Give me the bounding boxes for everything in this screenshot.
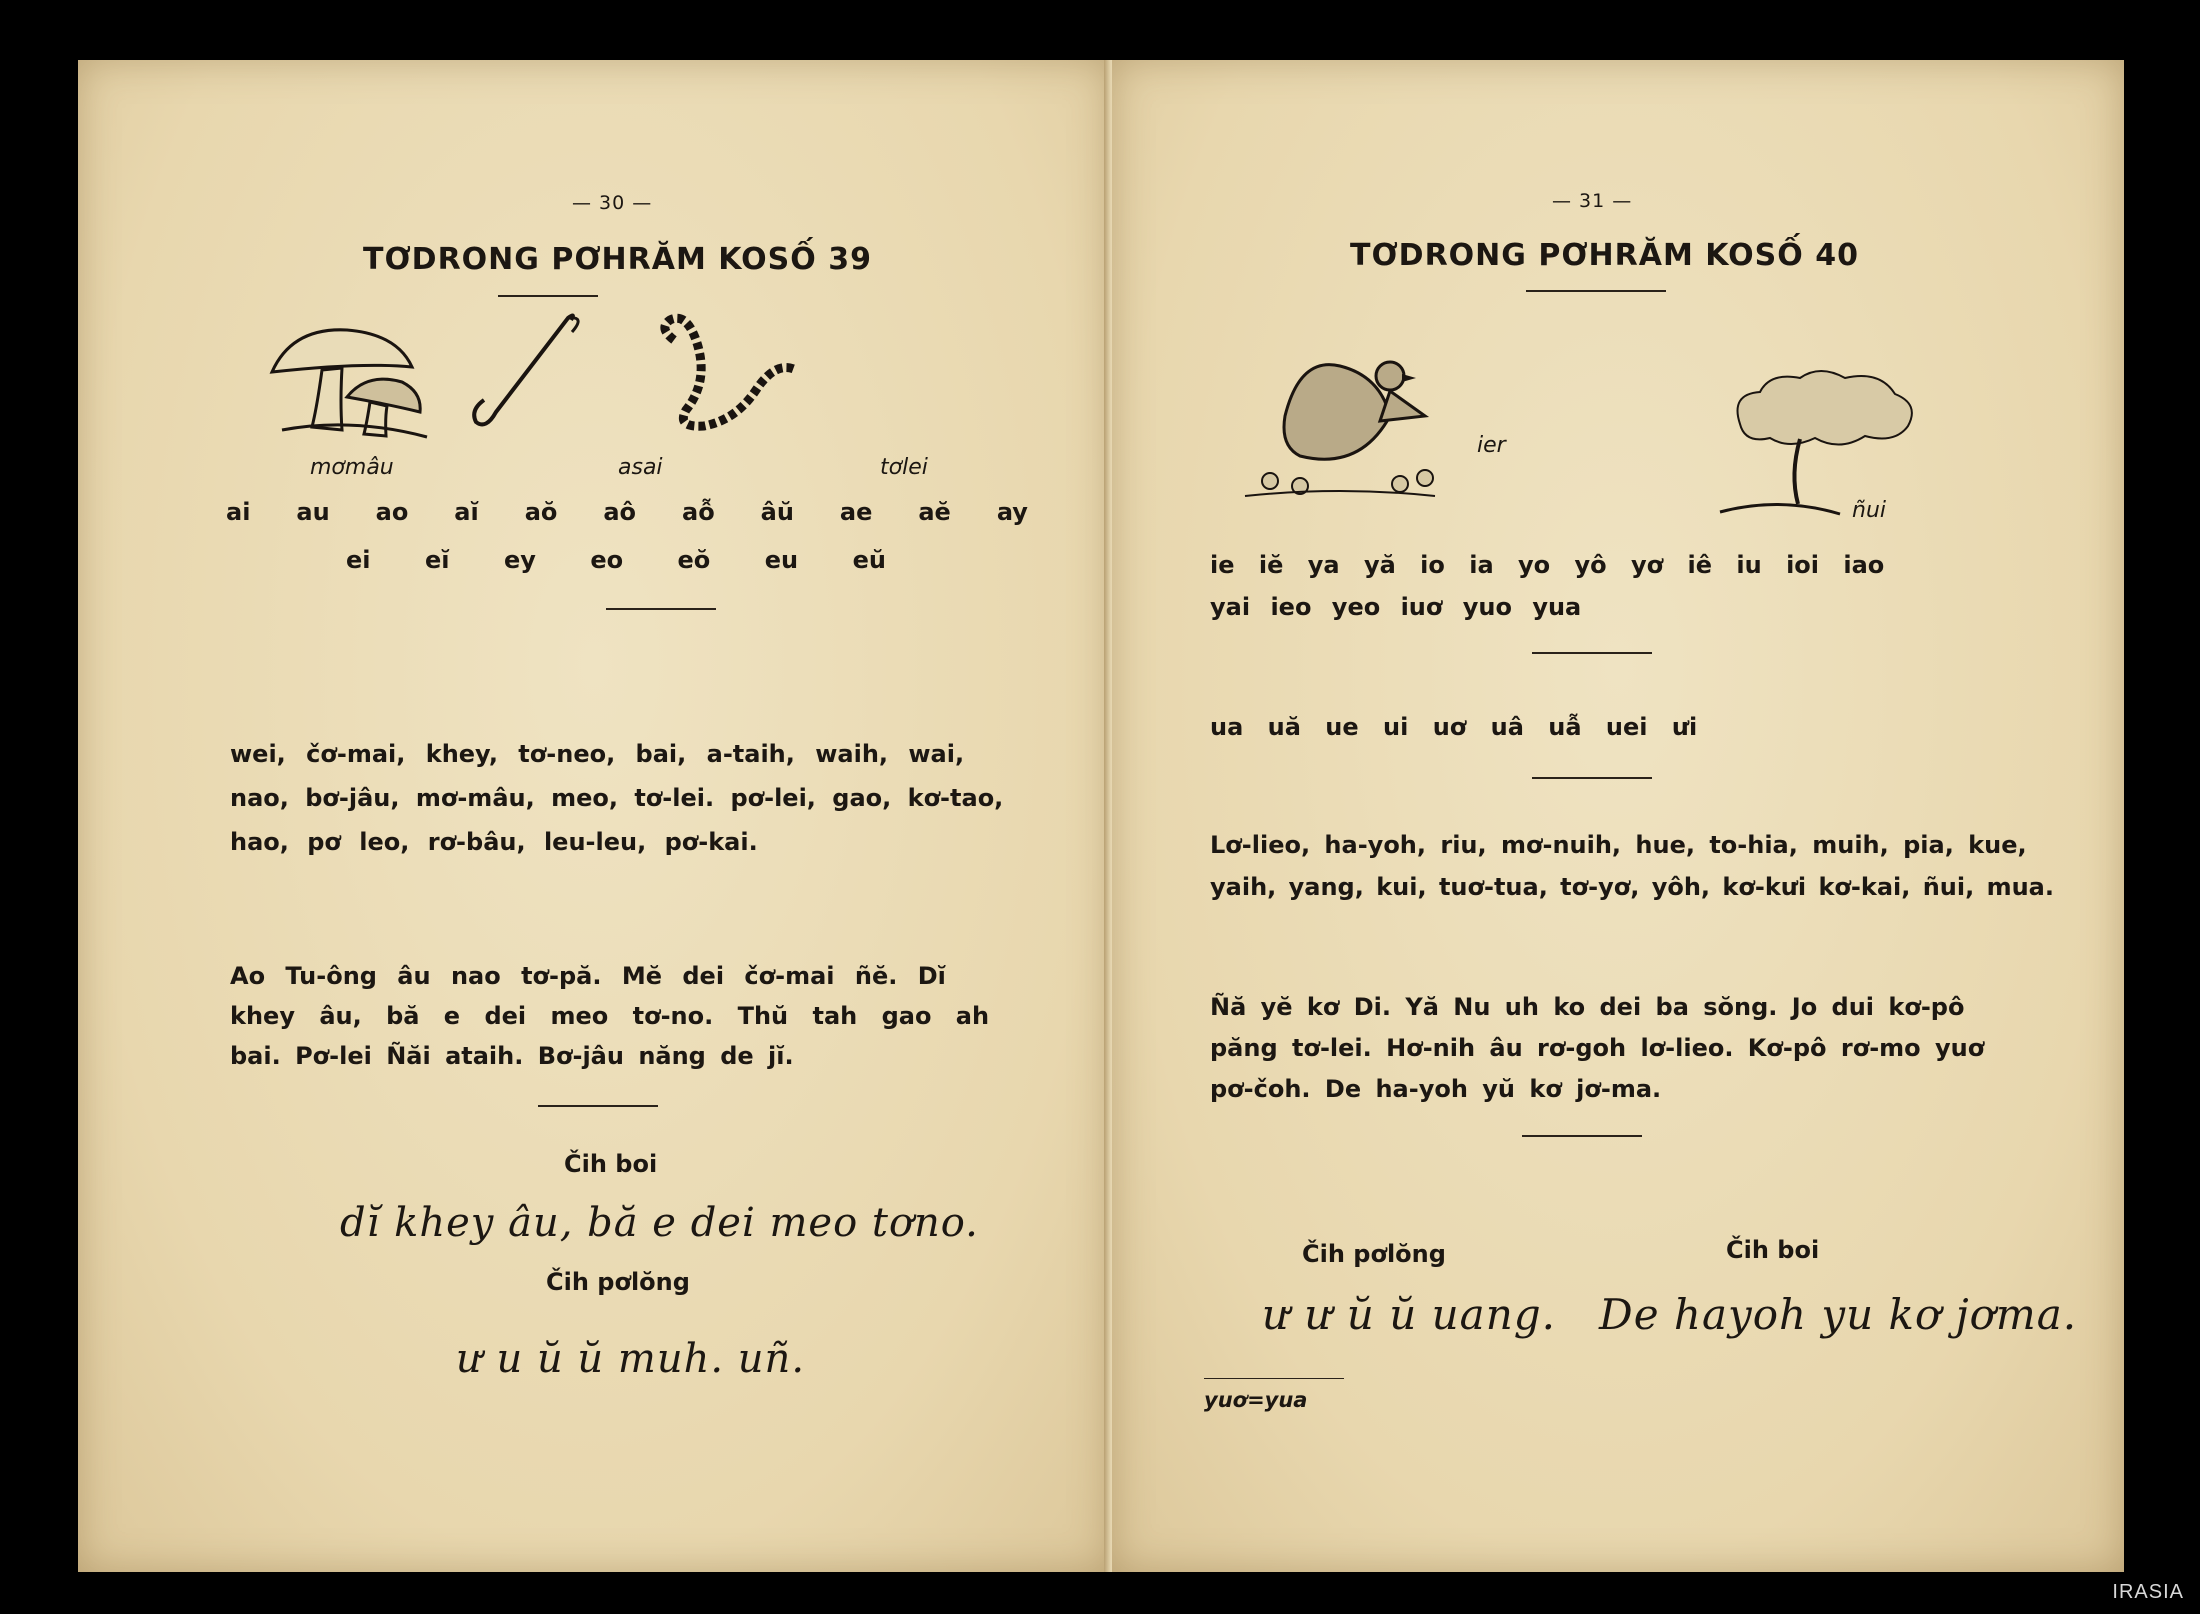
vowel: yai bbox=[1210, 593, 1251, 621]
sentence-line: Ñă yĕ kơ Di. Yă Nu uh ko dei ba sŏng. Jo dui kơ-pô bbox=[1210, 993, 1965, 1021]
vowel: eu bbox=[764, 546, 799, 574]
watermark: IRASIA bbox=[2112, 1581, 2184, 1603]
vowel: ioi bbox=[1786, 551, 1820, 579]
lesson-title: TƠDRONG PƠHRĂM KOSỐ 40 bbox=[1350, 238, 1859, 273]
word-line: wei, čơ-mai, khey, tơ-neo, bai, a-taih, waih, wai, bbox=[230, 740, 965, 768]
picture-label-smoke: ñui bbox=[1852, 498, 1886, 523]
cih-boi-label: Čih boi bbox=[1726, 1236, 1820, 1264]
vowel: io bbox=[1420, 551, 1445, 579]
vowel: aĕ bbox=[918, 498, 951, 526]
vowel: yua bbox=[1532, 593, 1582, 621]
word-line: yaih, yang, kui, tuơ-tua, tơ-yơ, yôh, kơ-kưi kơ-kai, ñui, mua. bbox=[1210, 873, 2054, 901]
section-rule bbox=[1532, 652, 1652, 654]
hen-with-chicks-illustration bbox=[1240, 296, 1440, 516]
vowel: uâ bbox=[1490, 713, 1524, 741]
vowel: ai bbox=[226, 498, 251, 526]
section-rule bbox=[1532, 777, 1652, 779]
page-number: — 31 — bbox=[1552, 190, 1633, 212]
sentence-line: păng tơ-lei. Hơ-nih âu rơ-goh lơ-lieo. Kơ-pô rơ-mo yuơ bbox=[1210, 1034, 1985, 1062]
vowel: aỗ bbox=[682, 498, 715, 526]
vowel: ae bbox=[839, 498, 873, 526]
cursive-line: ư u ŭ ŭ muh. uñ. bbox=[456, 1336, 806, 1382]
cih-boi-label: Čih boi bbox=[564, 1150, 658, 1178]
vowel-line bbox=[1210, 551, 1884, 579]
vowel: ia bbox=[1469, 551, 1494, 579]
cih-polong-label: Čih pơlŏng bbox=[1302, 1240, 1446, 1268]
left-page bbox=[78, 60, 1110, 1572]
picture-label-hen: ier bbox=[1477, 433, 1506, 458]
word-line: hao, pơ leo, rơ-bâu, leu-leu, pơ-kai. bbox=[230, 828, 758, 856]
vowel-row bbox=[346, 546, 886, 574]
vowel: eo bbox=[590, 546, 624, 574]
vowel: ue bbox=[1325, 713, 1359, 741]
section-rule bbox=[606, 608, 716, 610]
vowel: au bbox=[296, 498, 330, 526]
vowel: ui bbox=[1383, 713, 1409, 741]
vowel: ao bbox=[375, 498, 409, 526]
word-line: Lơ-lieo, ha-yoh, riu, mơ-nuih, hue, to-hia, muih, pia, kue, bbox=[1210, 831, 2027, 859]
title-rule bbox=[498, 295, 598, 297]
hook-illustration bbox=[476, 312, 596, 442]
mushroom-illustration bbox=[262, 322, 442, 452]
sentence-line: khey âu, bă e dei meo tơ-no. Thŭ tah gao ah bbox=[230, 1002, 990, 1030]
vowel: ưi bbox=[1671, 713, 1698, 741]
section-rule bbox=[1522, 1135, 1642, 1137]
vowel: yơ bbox=[1631, 551, 1664, 579]
vowel: yă bbox=[1363, 551, 1396, 579]
vowel-row bbox=[226, 498, 1028, 526]
section-rule bbox=[538, 1105, 658, 1107]
vowel: ei bbox=[346, 546, 371, 574]
vowel-line bbox=[1210, 713, 1697, 741]
title-rule bbox=[1526, 290, 1666, 292]
vowel: eŭ bbox=[852, 546, 886, 574]
vowel: iĕ bbox=[1258, 551, 1284, 579]
vowel: yuo bbox=[1462, 593, 1512, 621]
cih-polong-label: Čih pơlŏng bbox=[546, 1268, 690, 1296]
rope-illustration bbox=[656, 310, 806, 440]
vowel: uơ bbox=[1432, 713, 1467, 741]
vowel: aŏ bbox=[524, 498, 558, 526]
vowel: uẫ bbox=[1548, 713, 1582, 741]
vowel: yeo bbox=[1331, 593, 1381, 621]
vowel: eĭ bbox=[424, 546, 450, 574]
vowel: ua bbox=[1210, 713, 1244, 741]
vowel: iu bbox=[1736, 551, 1762, 579]
vowel: ey bbox=[503, 546, 536, 574]
vowel: iao bbox=[1843, 551, 1885, 579]
vowel: ieo bbox=[1270, 593, 1312, 621]
footnote: yuơ=yua bbox=[1204, 1388, 1308, 1412]
vowel: iê bbox=[1687, 551, 1713, 579]
picture-label-hook: asai bbox=[618, 455, 663, 480]
vowel: yô bbox=[1574, 551, 1607, 579]
vowel: uă bbox=[1267, 713, 1301, 741]
word-line: nao, bơ-jâu, mơ-mâu, meo, tơ-lei. pơ-lei, gao, kơ-tao, bbox=[230, 784, 1004, 812]
page-number: — 30 — bbox=[572, 192, 653, 214]
smoke-illustration bbox=[1720, 364, 1920, 514]
picture-label-mushroom: mơmâu bbox=[310, 455, 394, 480]
vowel: yo bbox=[1518, 551, 1551, 579]
cursive-line: dĭ khey âu, bă e dei meo tơno. bbox=[340, 1200, 979, 1246]
vowel: iuơ bbox=[1400, 593, 1443, 621]
sentence-line: bai. Pơ-lei Ñăi ataih. Bơ-jâu năng de jĭ. bbox=[230, 1042, 794, 1070]
vowel: aĭ bbox=[454, 498, 479, 526]
footnote-rule bbox=[1204, 1378, 1344, 1379]
vowel-line bbox=[1210, 593, 1581, 621]
sentence-line: Ao Tu-ông âu nao tơ-pă. Mĕ dei čơ-mai ñĕ. Dĭ bbox=[230, 962, 946, 990]
sentence-line: pơ-čoh. De ha-yoh yŭ kơ jơ-ma. bbox=[1210, 1075, 1662, 1103]
vowel: uei bbox=[1605, 713, 1648, 741]
cursive-line: ư ư ŭ ŭ uang. De hayoh yu kơ jơma. bbox=[1262, 1290, 2078, 1339]
vowel: eŏ bbox=[677, 546, 711, 574]
lesson-title: TƠDRONG PƠHRĂM KOSỐ 39 bbox=[363, 242, 872, 277]
vowel: aô bbox=[603, 498, 637, 526]
right-page bbox=[1112, 60, 2124, 1572]
vowel: ya bbox=[1307, 551, 1340, 579]
vowel: ie bbox=[1210, 551, 1235, 579]
vowel: âŭ bbox=[760, 498, 794, 526]
vowel: ay bbox=[996, 498, 1028, 526]
picture-label-rope: tơlei bbox=[880, 455, 928, 480]
